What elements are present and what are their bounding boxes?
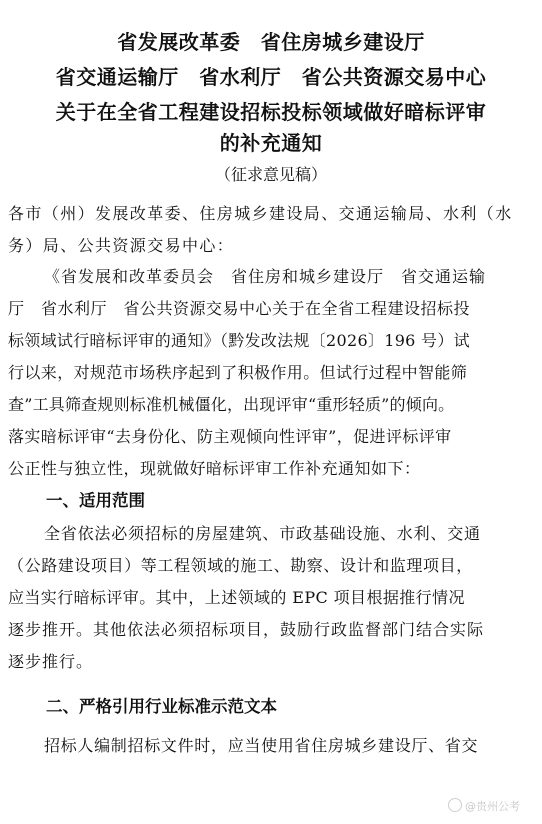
- title-line-1: 省发展改革委 省住房城乡建设厅: [117, 30, 425, 54]
- intro-line-3: 标领域试行暗标评审的通知》（黔发改法规〔2026〕196 号）试: [8, 331, 470, 350]
- section-2-line-1: 招标人编制招标文件时，应当使用省住房城乡建设厅、省交: [44, 736, 479, 755]
- addressee-line-1: 各市（州）发展改革委、住房城乡建设局、交通运输局、水利（水: [8, 204, 513, 223]
- intro-line-7: 公正性与独立性，现就做好暗标评审工作补充通知如下：: [8, 459, 421, 478]
- section-2-heading: 二、严格引用行业标准示范文本: [46, 697, 277, 716]
- intro-line-4: 行以来，对规范市场秩序起到了积极作用。但试行过程中智能筛: [8, 363, 468, 382]
- watermark: [448, 798, 538, 818]
- weibo-icon: [448, 798, 462, 812]
- section-1-heading: 一、适用范围: [46, 491, 145, 510]
- intro-line-2: 厅 省水利厅 省公共资源交易中心关于在全省工程建设招标投: [8, 299, 471, 318]
- section-1-line-2: （公路建设项目）等工程领域的施工、勘察、设计和监理项目，: [8, 556, 473, 575]
- section-1-line-5: 逐步推行。: [8, 652, 94, 671]
- section-1-line-1: 全省依法必须招标的房屋建筑、市政基础设施、水利、交通: [44, 524, 481, 543]
- title-line-4: 的补充通知: [219, 131, 323, 155]
- intro-line-5: 查”工具筛查规则标准机械僵化，出现评审“重形轻质”的倾向。: [8, 395, 455, 414]
- document-subtitle: （征求意见稿）: [214, 165, 327, 184]
- addressee-line-2: 务）局、公共资源交易中心：: [8, 236, 235, 255]
- title-line-3: 关于在全省工程建设招标投标领域做好暗标评审: [55, 100, 487, 124]
- intro-line-1: 《省发展和改革委员会 省住房和城乡建设厅 省交通运输: [44, 267, 487, 286]
- section-1-line-4: 逐步推开。其他依法必须招标项目，鼓励行政监督部门结合实际: [8, 620, 485, 639]
- watermark-text: @贵州公考: [465, 800, 520, 813]
- title-line-2: 省交通运输厅 省水利厅 省公共资源交易中心: [55, 65, 487, 89]
- intro-line-6: 落实暗标评审“去身份化、防主观倾向性评审”，促进评标评审: [8, 427, 452, 446]
- section-1-line-3: 应当实行暗标评审。其中，上述领域的 EPC 项目根据推行情况: [8, 588, 465, 607]
